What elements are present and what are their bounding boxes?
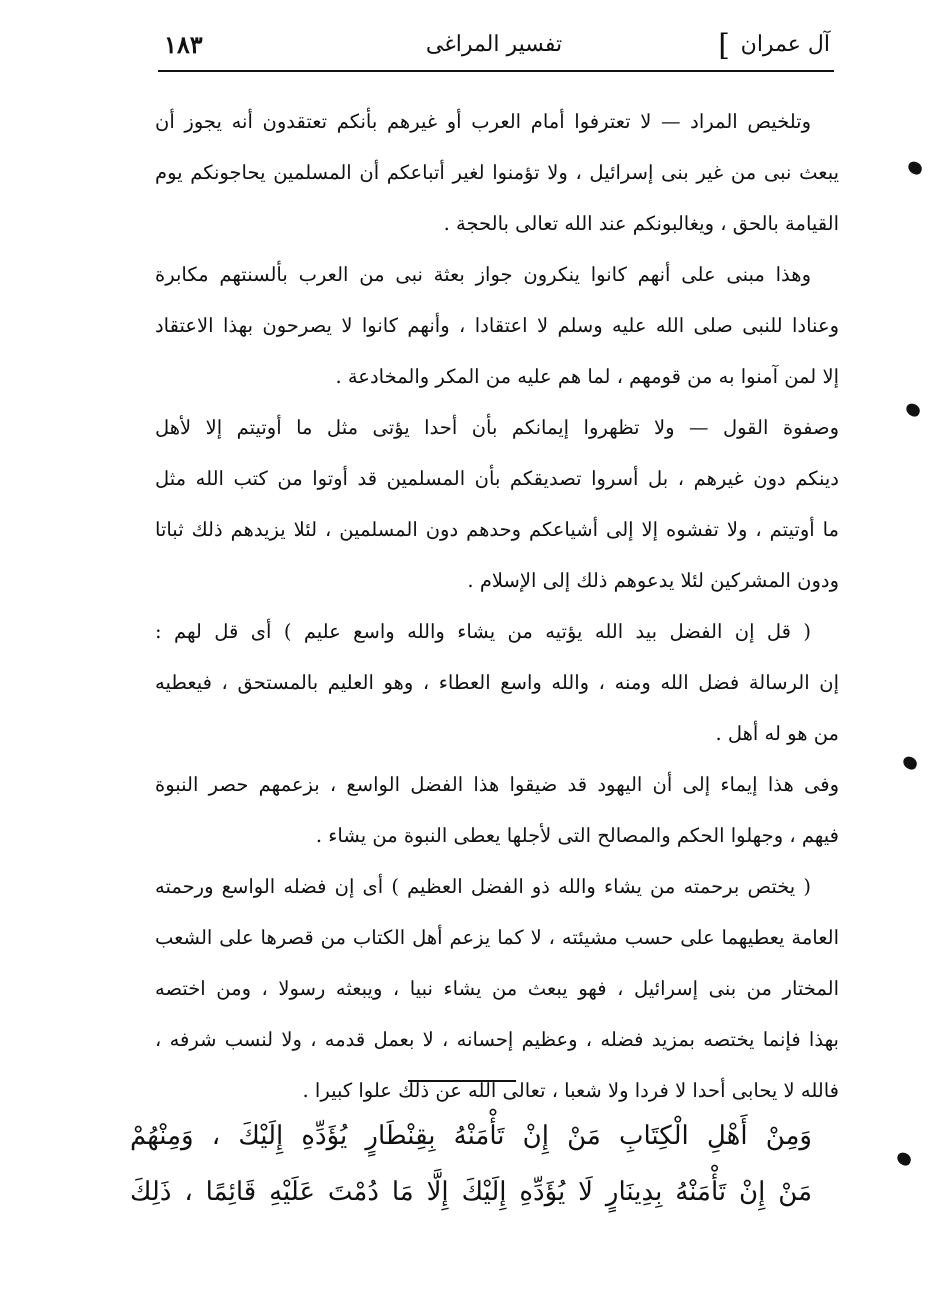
text-line: فالله لا يحابى أحدا لا فردا ولا شعبا ، تعالى الله عن ذلك علوا كبيرا .	[302, 1079, 839, 1102]
text-line: إلا لمن آمنوا به من قومهم ، لما هم عليه من المكر والمخادعة .	[335, 365, 839, 388]
margin-ink-mark	[906, 160, 923, 176]
section-divider	[408, 1080, 516, 1082]
text-line: ودون المشركين لئلا يدعوهم ذلك إلى الإسلام .	[467, 569, 839, 592]
text-line: ( يختص برحمته من يشاء والله ذو الفضل العظيم ) أى إن فضله الواسع ورحمته	[155, 875, 811, 898]
text-line: ما أوتيتم ، ولا تفشوه إلا إلى أشياعكم وحدهم دون المسلمين ، لئلا يزيدهم ذلك ثباتا	[155, 518, 839, 541]
header-bracket: ]	[718, 28, 730, 63]
quran-verse	[130, 1108, 812, 1220]
text-line: من هو له أهل .	[715, 722, 839, 745]
text-line: وعنادا للنبى صلى الله عليه وسلم لا اعتقادا ، وأنهم كانوا لا يصرحون بهذا الاعتقاد	[155, 314, 839, 337]
verse-line: مَنْ إِنْ تَأْمَنْهُ بِدِينَارٍ لَا يُؤَدِّهِ إِلَيْكَ إِلَّا مَا دُمْتَ عَلَيْهِ قَائِمًا ، ذَلِكَ	[130, 1177, 812, 1207]
text-line: المختار من بنى إسرائيل ، فهو يبعث من يشاء نبيا ، ويبعثه رسولا ، ومن اختصه	[155, 977, 839, 1000]
text-line: إن الرسالة فضل الله ومنه ، والله واسع العطاء ، وهو العليم بالمستحق ، فيعطيه	[155, 671, 839, 694]
page-number: ١٨٣	[164, 30, 203, 59]
text-line: وفى هذا إيماء إلى أن اليهود قد ضيقوا هذا الفضل الواسع ، بزعمهم حصر النبوة	[155, 773, 839, 796]
text-line: دينكم دون غيرهم ، بل أسروا تصديقكم بأن المسلمين قد أوتوا من كتب الله مثل	[155, 467, 839, 490]
verse-line: وَمِنْ أَهْلِ الْكِتَابِ مَنْ إِنْ تَأْمَنْهُ بِقِنْطَارٍ يُؤَدِّهِ إِلَيْكَ ، وَمِنْهُمْ	[130, 1121, 812, 1151]
text-line: يبعث نبى من غير بنى إسرائيل ، ولا تؤمنوا لغير أتباعكم أن المسلمين يحاجونكم يوم	[155, 161, 839, 184]
running-header	[158, 30, 830, 70]
book-title: تفسير المراغى	[425, 32, 563, 57]
text-line: العامة يعطيهما على حسب مشيئته ، لا كما يزعم أهل الكتاب من قصرها على الشعب	[155, 926, 839, 949]
margin-ink-mark	[901, 755, 918, 771]
text-line: وصفوة القول — ولا تظهروا إيمانكم بأن أحدا يؤتى مثل ما أوتيتم إلا لأهل	[155, 416, 839, 439]
text-line: وهذا مبنى على أنهم كانوا ينكرون جواز بعثة نبى من العرب بألسنتهم مكابرة	[155, 263, 811, 286]
margin-ink-mark	[895, 1151, 912, 1167]
margin-ink-mark	[904, 402, 921, 418]
text-line: القيامة بالحق ، ويغالبونكم عند الله تعالى بالحجة .	[443, 212, 839, 235]
sura-name: آل عمران	[740, 32, 830, 57]
commentary-text	[155, 96, 839, 1116]
text-line: ( قل إن الفضل بيد الله يؤتيه من يشاء والله واسع عليم ) أى قل لهم :	[155, 620, 811, 643]
text-line: بهذا فإنما يختصه بمزيد فضله ، وعظيم إحسانه ، لا بعمل قدمه ، ولا لنسب شرفه ،	[155, 1028, 839, 1051]
header-rule	[158, 70, 834, 72]
text-line: وتلخيص المراد — لا تعترفوا أمام العرب أو غيرهم بأنكم تعتقدون أنه يجوز أن	[155, 110, 811, 133]
text-line: فيهم ، وجهلوا الحكم والمصالح التى لأجلها يعطى النبوة من يشاء .	[315, 824, 839, 847]
